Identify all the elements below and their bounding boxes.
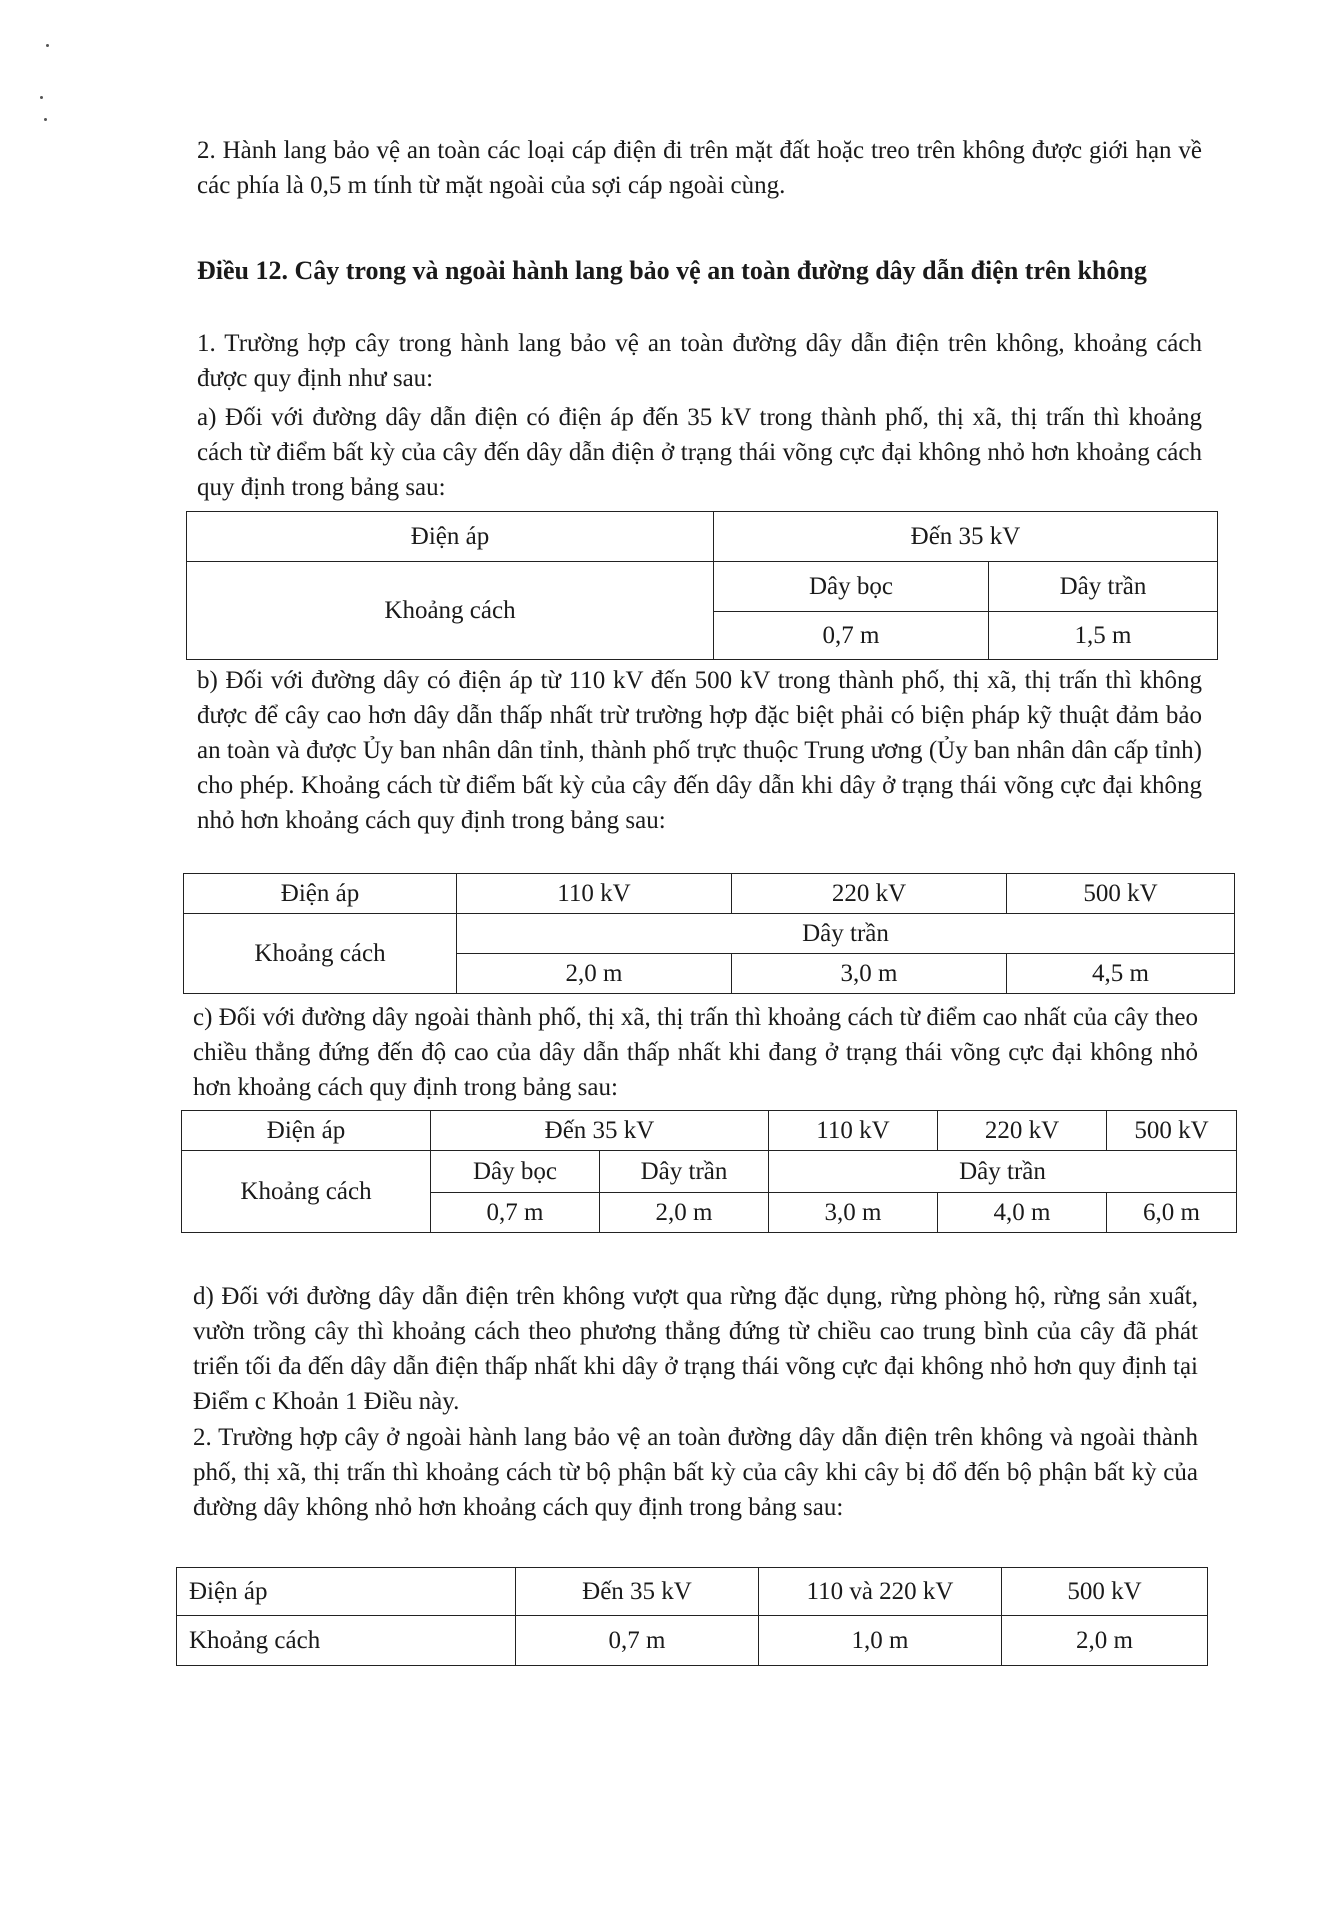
table-d-d500: 2,0 m (1002, 1616, 1208, 1666)
table-d-voltage-label: Điện áp (177, 1568, 516, 1616)
table-a-voltage-value: Đến 35 kV (714, 512, 1218, 562)
table-c-d220: 4,0 m (938, 1193, 1107, 1233)
table-c-d110: 3,0 m (769, 1193, 938, 1233)
table-urban-35kv (186, 511, 1218, 660)
table-d-v35: Đến 35 kV (516, 1568, 759, 1616)
paragraph-item-2: 2. Trường hợp cây ở ngoài hành lang bảo vệ an toàn đường dây dẫn điện trên không và ngoài thành phố, thị xã, thị trấn thì khoảng cách từ bộ phận bất kỳ của cây khi cây bị đổ đến bộ phận bất kỳ của đường dây không nhỏ hơn khoảng cách quy định trong bảng sau: (193, 1424, 1198, 1521)
table-c-v220: 220 kV (938, 1111, 1107, 1151)
table-c-d-covered: 0,7 m (431, 1193, 600, 1233)
table-b-d2: 3,0 m (732, 954, 1007, 994)
table-b-d3: 4,5 m (1007, 954, 1235, 994)
table-b-distance-label: Khoảng cách (184, 914, 457, 994)
table-c-distance-label: Khoảng cách (182, 1151, 431, 1233)
table-d-d110-220: 1,0 m (759, 1616, 1002, 1666)
table-a-bare-value: 1,5 m (989, 612, 1218, 660)
table-b-d1: 2,0 m (457, 954, 732, 994)
table-c-covered-label: Dây bọc (431, 1151, 600, 1193)
table-c-v110: 110 kV (769, 1111, 938, 1151)
table-a-bare-label: Dây trần (989, 562, 1218, 612)
table-b-v1: 110 kV (457, 874, 732, 914)
table-b-v2: 220 kV (732, 874, 1007, 914)
table-a-voltage-label: Điện áp (187, 512, 714, 562)
table-d-distance-label: Khoảng cách (177, 1616, 516, 1666)
table-c-bare-label-high: Dây trần (769, 1151, 1237, 1193)
table-c-bare-label-35: Dây trần (600, 1151, 769, 1193)
scan-speck (44, 118, 47, 121)
table-outside-corridor (176, 1567, 1208, 1666)
scan-speck (40, 96, 43, 99)
table-a-covered-value: 0,7 m (714, 612, 989, 660)
table-rural-lines (181, 1110, 1237, 1233)
table-c-v500: 500 kV (1107, 1111, 1237, 1151)
paragraph-item-1a: a) Đối với đường dây dẫn điện có điện áp đến 35 kV trong thành phố, thị xã, thị trấn thì khoảng cách từ điểm bất kỳ của cây đến dây dẫn điện ở trạng thái võng cực đại không nhỏ hơn khoảng cách quy định trong bảng sau: (197, 404, 1202, 501)
table-c-d-bare-35: 2,0 m (600, 1193, 769, 1233)
table-d-v500: 500 kV (1002, 1568, 1208, 1616)
table-d-d35: 0,7 m (516, 1616, 759, 1666)
paragraph-item-1b: b) Đối với đường dây có điện áp từ 110 kV đến 500 kV trong thành phố, thị xã, thị trấn thì không được để cây cao hơn dây dẫn thấp nhất trừ trường hợp đặc biệt phải có biện pháp kỹ thuật đảm bảo an toàn và được Ủy ban nhân dân tỉnh, thành phố trực thuộc Trung ương (Ủy ban nhân dân cấp tỉnh) cho phép. Khoảng cách từ điểm bất kỳ của cây đến dây dẫn khi dây ở trạng thái võng cực đại không nhỏ hơn khoảng cách quy định trong bảng sau: (197, 667, 1202, 834)
paragraph-item-1: 1. Trường hợp cây trong hành lang bảo vệ an toàn đường dây dẫn điện trên không, khoảng cách được quy định như sau: (197, 330, 1202, 392)
scan-speck (46, 44, 49, 47)
table-urban-110-500kv (183, 873, 1235, 994)
article-12-heading: Điều 12. Cây trong và ngoài hành lang bảo vệ an toàn đường dây dẫn điện trên không (197, 256, 1147, 285)
table-d-v110-220: 110 và 220 kV (759, 1568, 1002, 1616)
table-b-bare-label: Dây trần (457, 914, 1235, 954)
paragraph-cable-corridor: 2. Hành lang bảo vệ an toàn các loại cáp điện đi trên mặt đất hoặc treo trên không được giới hạn về các phía là 0,5 m tính từ mặt ngoài của sợi cáp ngoài cùng. (197, 137, 1202, 199)
table-c-d500: 6,0 m (1107, 1193, 1237, 1233)
table-a-covered-label: Dây bọc (714, 562, 989, 612)
table-a-distance-label: Khoảng cách (187, 562, 714, 660)
table-c-v35: Đến 35 kV (431, 1111, 769, 1151)
paragraph-item-1d: d) Đối với đường dây dẫn điện trên không vượt qua rừng đặc dụng, rừng phòng hộ, rừng sản xuất, vườn trồng cây thì khoảng cách theo phương thẳng đứng từ chiều cao trung bình của cây đã phát triển tối đa đến dây dẫn điện thấp nhất khi dây ở trạng thái võng cực đại không nhỏ hơn quy định tại Điểm c Khoản 1 Điều này. (193, 1283, 1198, 1415)
table-c-voltage-label: Điện áp (182, 1111, 431, 1151)
paragraph-item-1c: c) Đối với đường dây ngoài thành phố, thị xã, thị trấn thì khoảng cách từ điểm cao nhất của cây theo chiều thẳng đứng đến độ cao của dây dẫn thấp nhất khi đang ở trạng thái võng cực đại không nhỏ hơn khoảng cách quy định trong bảng sau: (193, 1004, 1198, 1101)
table-b-v3: 500 kV (1007, 874, 1235, 914)
table-b-voltage-label: Điện áp (184, 874, 457, 914)
